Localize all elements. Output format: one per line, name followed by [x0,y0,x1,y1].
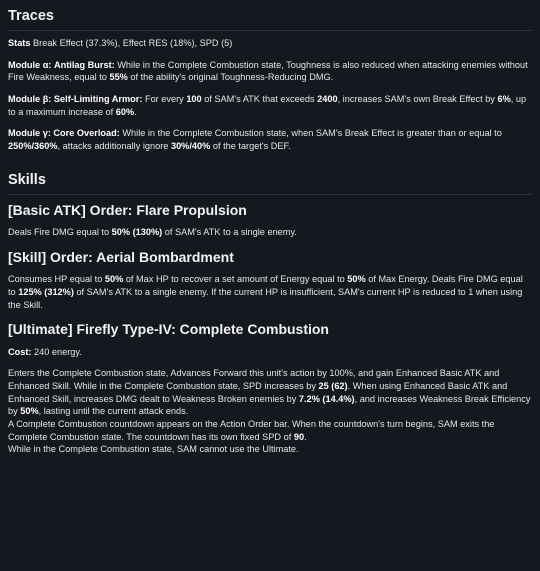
skills-section [8,168,532,456]
trace-stats [8,37,532,50]
skill-basic-text: of SAM's ATK to a single enemy. [162,227,297,238]
trace-gamma-text: of the target's DEF. [210,141,291,152]
skill-ultimate-text: , lasting until the current attack ends. [38,406,189,417]
traces-section [8,4,532,153]
skill-skill-title: [Skill] Order: Aerial Bombardment [8,248,234,265]
skill-ultimate-value: 7.2% (14.4%) [298,393,355,404]
skill-ultimate-text: Enters the Complete Combustion state, Advances Forward this unit's action by 100%, and gain Enhanced Basic ATK and Enhanced Skill. While in the Complete Combustion state, SPD increases by [8,368,500,391]
trace-beta-text: , up to a maximum increase of [8,94,527,117]
trace-beta-text: For every [142,94,187,105]
trace-beta-value: 6% [497,94,511,105]
skill-basic-title: [Basic ATK] Order: Flare Propulsion [8,201,247,218]
trace-gamma-value: 30%/40% [170,141,211,152]
trace-beta [8,93,532,118]
trace-alpha-label: Module α: Antilag Burst: [8,59,115,70]
trace-beta-value: 2400 [317,94,338,105]
trace-gamma-value: 250%/360% [8,141,58,152]
skill-skill-text: Consumes HP equal to [8,274,105,285]
skill-ultimate-title: [Ultimate] Firefly Type-IV: Complete Combustion [8,321,329,338]
trace-stats-label: Stats [8,38,31,48]
traces-heading: Traces [8,4,532,31]
skills-heading: Skills [8,168,532,195]
trace-alpha [8,59,532,84]
skill-basic-text: Deals Fire DMG equal to [8,227,112,238]
trace-beta-value: 60% [115,106,135,117]
trace-beta-text: of SAM's ATK that exceeds [201,94,318,105]
trace-stats-text: Break Effect (37.3%), Effect RES (18%), SPD (5) [30,38,233,48]
skill-basic-value: 50% (130%) [111,227,163,238]
skill-ultimate-line [8,418,532,443]
trace-beta-text: , increases SAM's own Break Effect by [337,94,498,105]
skill-ultimate-cost [8,346,532,359]
skill-skill-value: 50% [347,274,366,285]
skill-ultimate-line: While in the Complete Combustion state, SAM cannot use the Ultimate. [8,444,299,455]
skill-ultimate-cost-label: Cost: [8,346,32,357]
trace-beta-text: . [134,106,137,117]
skill-ultimate [8,320,532,456]
skill-basic-desc [8,226,532,239]
skill-ultimate-value: 25 (62) [318,380,348,391]
skill-ultimate-line [8,367,532,418]
trace-beta-label: Module β: Self-Limiting Armor: [8,94,143,105]
skill-ultimate-value: 90 [293,431,305,442]
skill-skill-text: of Max HP to recover a set amount of Energy equal to [123,274,348,285]
skill-ultimate-text: , and increases Weakness Break Efficiency by [8,393,531,417]
skill-ultimate-cost-text: 240 energy. [31,346,82,357]
skill-ultimate-text: . When using Enhanced Basic ATK and Enhanced Skill, increases DMG dealt to Weakness Broken enemies by [8,380,508,404]
trace-alpha-text: While in the Complete Combustion state, Toughness is also reduced when attacking enemies without Fire Weakness, equal to [8,59,528,83]
skill-ultimate-desc [8,367,532,456]
skill-basic [8,201,532,239]
trace-gamma [8,127,532,152]
skill-skill [8,248,532,311]
trace-alpha-text: of the ability's original Toughness-Reducing DMG. [127,72,334,83]
trace-gamma-text: While in the Complete Combustion state, when SAM's Break Effect is greater than or equal to [119,128,502,139]
skill-skill-value: 125% (312%) [18,286,74,297]
trace-beta-value: 100 [186,94,202,105]
trace-alpha-value: 55% [109,72,128,83]
skill-skill-text: of SAM's ATK to a single enemy. If the current HP is insufficient, SAM's current HP is reduced to 1 when using the Skill. [8,286,523,310]
skill-skill-value: 50% [104,274,124,285]
trace-gamma-label: Module γ: Core Overload: [8,128,120,139]
skill-skill-desc [8,273,532,311]
skill-ultimate-text: . [304,431,307,442]
skill-skill-text: of Max Energy. Deals Fire DMG equal to [8,274,523,297]
trace-gamma-text: , attacks additionally ignore [57,141,171,152]
skill-ultimate-text: A Complete Combustion countdown appears on the Action Order bar. When the countdown's turn begins, SAM exits the Complete Combustion state. The countdown has its own fixed SPD of [8,418,495,442]
skill-ultimate-value: 50% [20,406,39,417]
